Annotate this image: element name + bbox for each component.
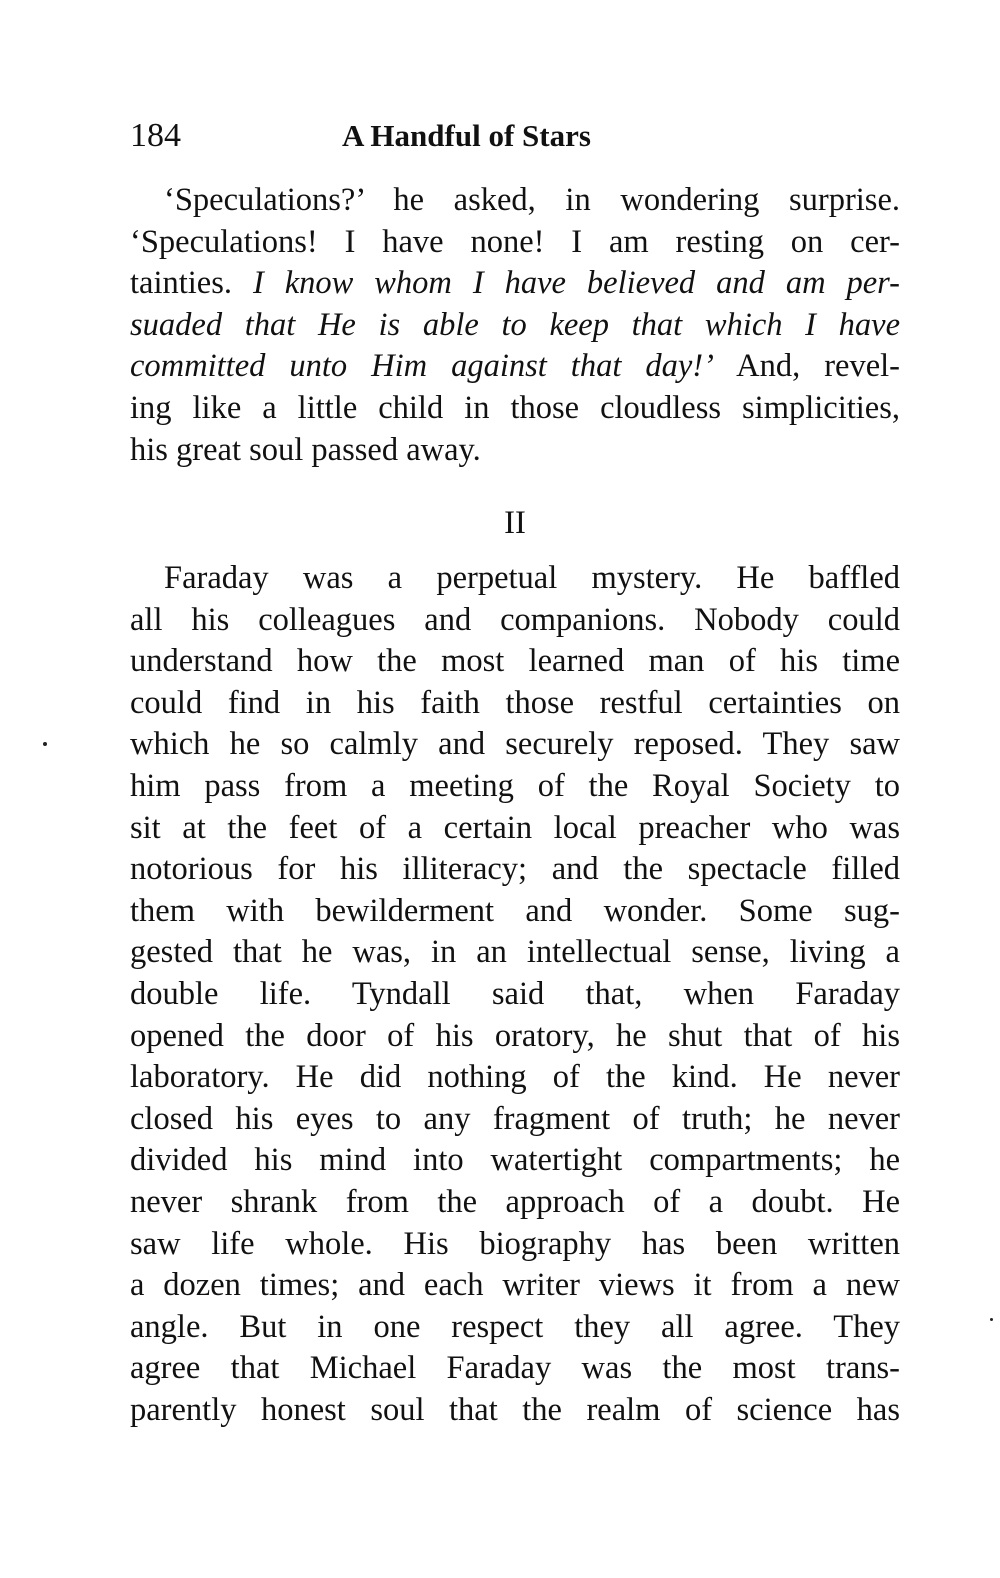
text-line: understand how the most learned man of his time xyxy=(130,643,900,680)
text-line: notorious for his illiteracy; and the spectacle filled xyxy=(130,851,900,888)
text-line: ‘Speculations! I have none! I am resting on cer- xyxy=(130,223,900,260)
text-line: divided his mind into watertight compartments; he xyxy=(130,1142,900,1179)
paragraph-quote-ending xyxy=(130,180,900,471)
text-line: sit at the feet of a certain local preacher who was xyxy=(130,809,900,846)
scan-speck xyxy=(43,742,47,746)
text-line: his great soul passed away. xyxy=(130,431,481,468)
text-line: ‘Speculations?’ he asked, in wondering surprise. xyxy=(164,182,900,218)
italic-quotation: committed unto Him against that day!’ xyxy=(130,348,714,385)
text-line: double life. Tyndall said that, when Faraday xyxy=(130,975,900,1012)
text-line: gested that he was, in an intellectual sense, living a xyxy=(130,934,900,971)
text-line: opened the door of his oratory, he shut that of his xyxy=(130,1017,900,1054)
page-number: 184 xyxy=(130,117,181,154)
paragraph-faraday xyxy=(130,558,900,1431)
running-head xyxy=(130,112,900,160)
scan-speck xyxy=(990,1318,993,1321)
italic-quotation: suaded that He is able to keep that which I have xyxy=(130,306,900,343)
text-line: laboratory. He did nothing of the kind. He never xyxy=(130,1059,900,1096)
text-line: tainties. I know whom I have believed and am per- xyxy=(130,265,900,302)
italic-quotation: I know whom I have believed and am per- xyxy=(252,265,900,302)
text-line: could find in his faith those restful certainties on xyxy=(130,684,900,721)
text-line: all his colleagues and companions. Nobody could xyxy=(130,601,900,638)
text-line: him pass from a meeting of the Royal Society to xyxy=(130,767,900,804)
running-title: A Handful of Stars xyxy=(342,118,591,153)
text-line: parently honest soul that the realm of science has xyxy=(130,1391,900,1428)
text-line: ing like a little child in those cloudless simplicities, xyxy=(130,389,900,426)
text-line xyxy=(130,305,900,347)
text-line: never shrank from the approach of a doubt. He xyxy=(130,1183,900,1220)
text-line: Faraday was a perpetual mystery. He baffled xyxy=(164,560,900,596)
section-numeral: II xyxy=(504,505,526,541)
text-line: committed unto Him against that day!’ And, revel- xyxy=(130,348,901,385)
text-line: which he so calmly and securely reposed. They saw xyxy=(130,726,900,763)
text-line: them with bewilderment and wonder. Some sug- xyxy=(130,892,900,929)
text-line: closed his eyes to any fragment of truth; he never xyxy=(130,1100,900,1137)
text-line: agree that Michael Faraday was the most trans- xyxy=(130,1350,900,1387)
text-line: saw life whole. His biography has been written xyxy=(130,1225,900,1262)
text-line: a dozen times; and each writer views it from a new xyxy=(130,1267,900,1304)
text-line: angle. But in one respect they all agree. They xyxy=(130,1308,900,1345)
